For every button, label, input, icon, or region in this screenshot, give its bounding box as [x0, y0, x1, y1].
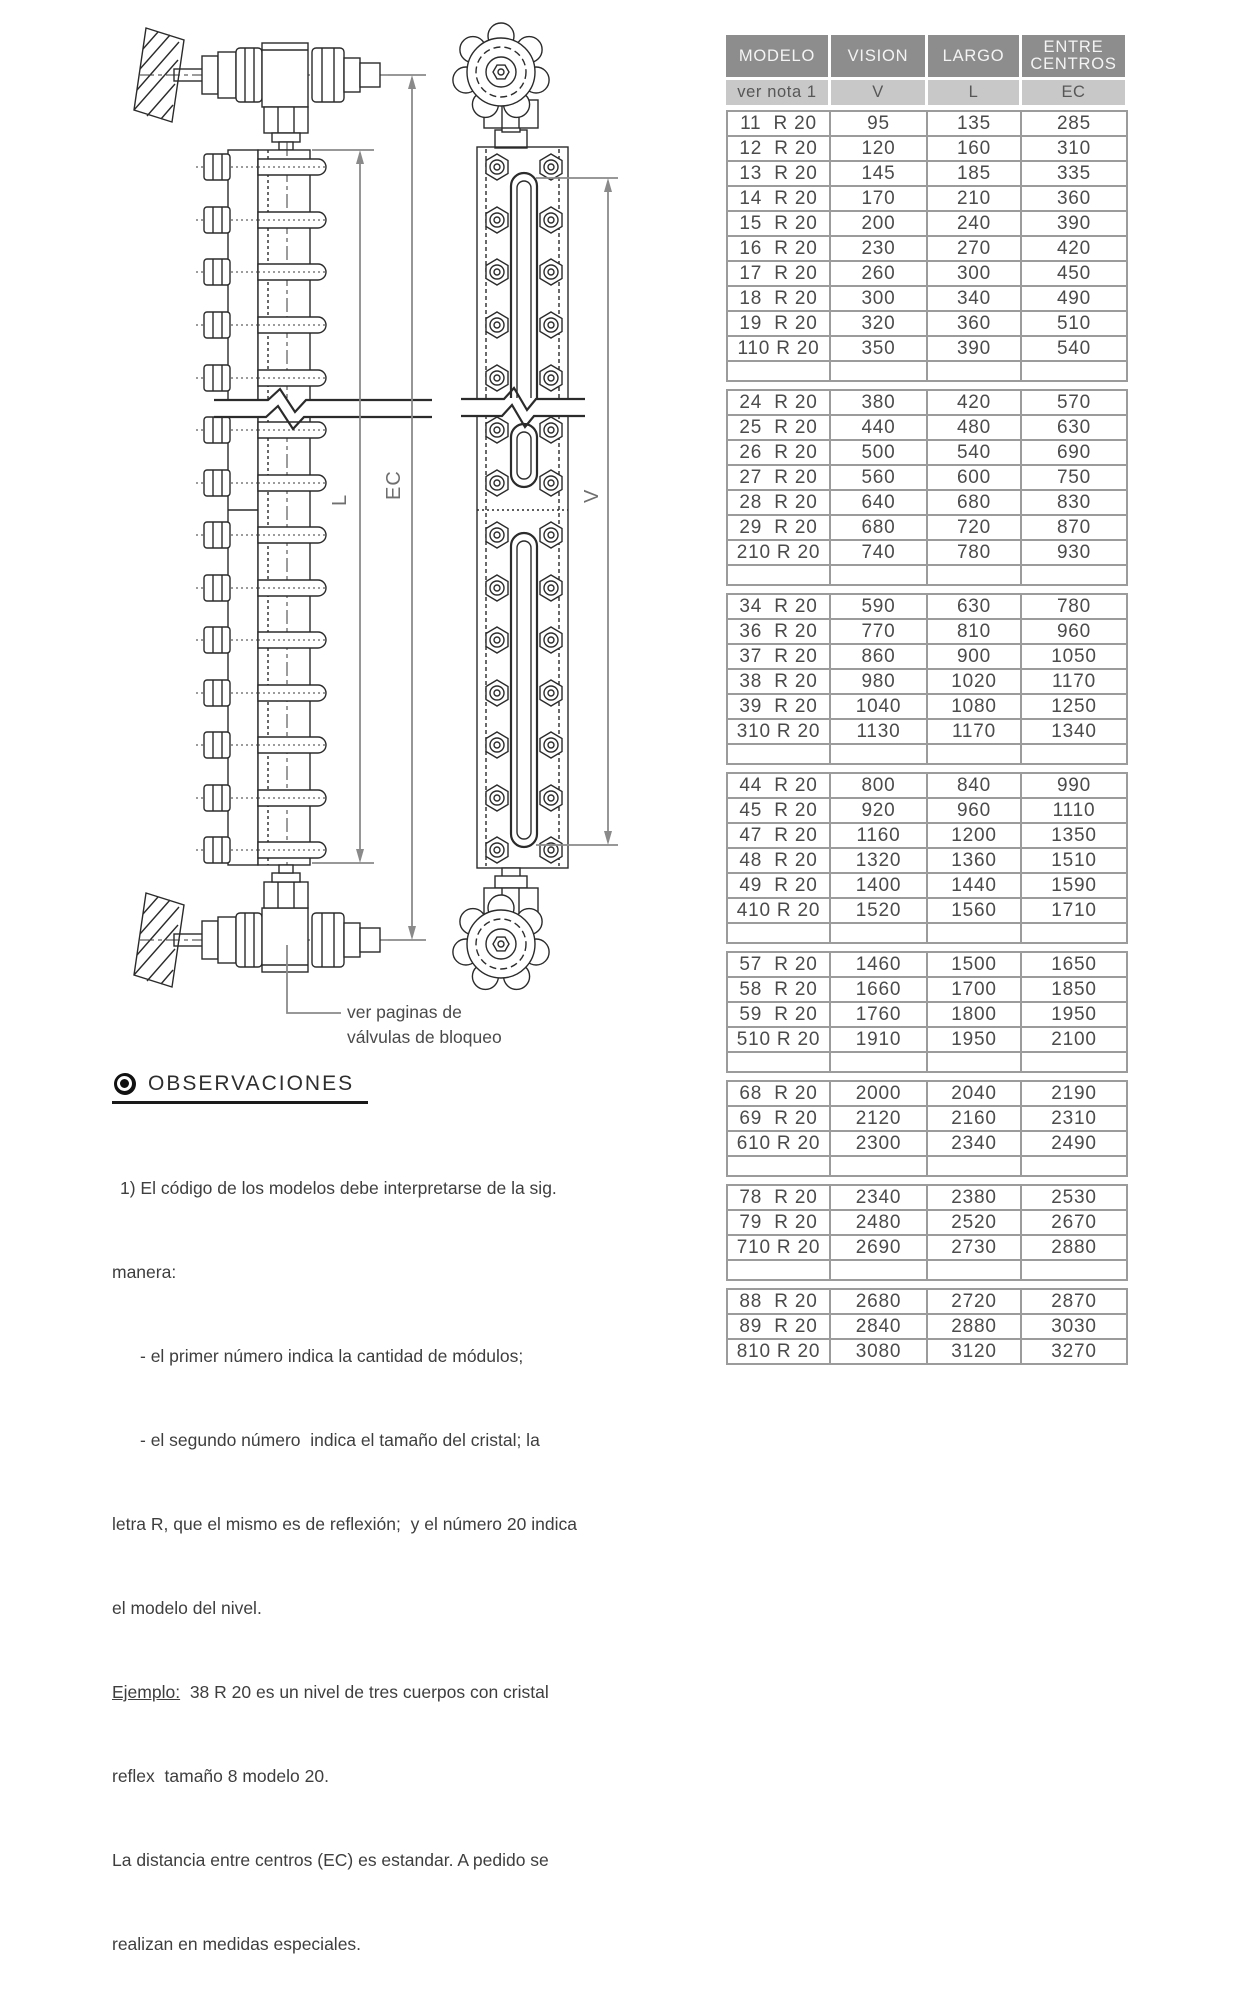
model-cell: 13 R 20: [739, 162, 818, 184]
value-cell: 360: [1020, 187, 1126, 210]
value-cell: 2300: [829, 1132, 926, 1155]
value-cell: 2310: [1020, 1107, 1126, 1130]
value-cell: 1250: [1020, 695, 1126, 718]
note-line: - el primer número indica la cantidad de módulos;: [140, 1346, 524, 1366]
table-row: [728, 1234, 1126, 1259]
model-cell: 28 R 20: [739, 491, 818, 513]
empty-cell: [926, 745, 1020, 763]
table-row: [728, 235, 1126, 260]
model-cell: 610 R 20: [736, 1132, 821, 1154]
table-header: [726, 35, 1128, 77]
value-cell: 3120: [926, 1340, 1020, 1363]
value-cell: 120: [829, 137, 926, 160]
header-entre-centros: ENTRE CENTROS: [1022, 35, 1125, 77]
value-cell: 680: [926, 491, 1020, 514]
table-row: [728, 391, 1126, 414]
value-cell: 1080: [926, 695, 1020, 718]
table-row: [728, 1001, 1126, 1026]
value-cell: 1850: [1020, 978, 1126, 1001]
value-cell: 960: [926, 799, 1020, 822]
value-cell: 750: [1020, 466, 1126, 489]
model-cell: 36 R 20: [739, 620, 818, 642]
model-cell: 37 R 20: [739, 645, 818, 667]
note-line: - el segundo número indica el tamaño del cristal; la: [140, 1430, 540, 1450]
value-cell: 1440: [926, 874, 1020, 897]
caption-line-1: ver paginas de: [347, 1002, 462, 1022]
empty-cell: [926, 1261, 1020, 1279]
model-cell: 710 R 20: [736, 1236, 821, 1258]
table-row: [728, 210, 1126, 235]
value-cell: 310: [1020, 137, 1126, 160]
value-cell: 540: [926, 441, 1020, 464]
value-cell: 1170: [926, 720, 1020, 743]
value-cell: 630: [926, 595, 1020, 618]
table-row: [728, 260, 1126, 285]
value-cell: 740: [829, 541, 926, 564]
model-cell: 39 R 20: [739, 695, 818, 717]
note-line: reflex tamaño 8 modelo 20.: [112, 1766, 329, 1786]
value-cell: 2120: [829, 1107, 926, 1130]
empty-cell: [728, 924, 829, 942]
value-cell: 2190: [1020, 1082, 1126, 1105]
value-cell: 135: [926, 112, 1020, 135]
value-cell: 340: [926, 287, 1020, 310]
observaciones-title-row: [112, 1072, 368, 1104]
table-row: [728, 160, 1126, 185]
model-cell: 44 R 20: [739, 774, 818, 796]
value-cell: 2040: [926, 1082, 1020, 1105]
handwheel-front-bottom: [453, 895, 549, 989]
table-row: [728, 489, 1126, 514]
value-cell: 390: [1020, 212, 1126, 235]
value-cell: 440: [829, 416, 926, 439]
model-cell: 78 R 20: [739, 1186, 818, 1208]
empty-cell: [1020, 1157, 1126, 1175]
value-cell: 810: [926, 620, 1020, 643]
value-cell: 1360: [926, 849, 1020, 872]
header-modelo: MODELO: [726, 35, 828, 77]
value-cell: 720: [926, 516, 1020, 539]
value-cell: 185: [926, 162, 1020, 185]
value-cell: 230: [829, 237, 926, 260]
table-row: [728, 464, 1126, 489]
value-cell: 1160: [829, 824, 926, 847]
level-gauge-drawing: [0, 0, 690, 1060]
value-cell: 800: [829, 774, 926, 797]
model-cell: 16 R 20: [739, 237, 818, 259]
model-cell: 17 R 20: [739, 262, 818, 284]
subheader-v: V: [831, 80, 925, 105]
table-row: [728, 539, 1126, 564]
value-cell: 770: [829, 620, 926, 643]
table-row: [728, 439, 1126, 464]
value-cell: 3080: [829, 1340, 926, 1363]
table-row: [728, 668, 1126, 693]
table-row: [728, 1338, 1126, 1363]
table-row: [728, 643, 1126, 668]
header-vision: VISION: [831, 35, 925, 77]
empty-cell: [728, 566, 829, 584]
note-line: manera:: [112, 1262, 177, 1282]
table-group-6: [726, 1080, 1128, 1177]
value-cell: 95: [829, 112, 926, 135]
empty-cell: [1020, 745, 1126, 763]
model-cell: 11 R 20: [740, 112, 817, 134]
note-line: el modelo del nivel.: [112, 1598, 262, 1618]
table-row: [728, 1082, 1126, 1105]
model-cell: 89 R 20: [739, 1315, 818, 1337]
value-cell: 570: [1020, 391, 1126, 414]
value-cell: 2340: [829, 1186, 926, 1209]
dimension-lines: [312, 75, 618, 940]
table-row: [728, 1313, 1126, 1338]
value-cell: 1710: [1020, 899, 1126, 922]
ejemplo-text: 38 R 20 es un nivel de tres cuerpos con cristal: [180, 1682, 549, 1702]
value-cell: 3270: [1020, 1340, 1126, 1363]
table-row: [728, 1130, 1126, 1155]
value-cell: 2680: [829, 1290, 926, 1313]
table-group-4: [726, 772, 1128, 944]
value-cell: 2160: [926, 1107, 1020, 1130]
bullet-icon: [114, 1073, 136, 1095]
table-row: [728, 1186, 1126, 1209]
empty-cell: [728, 362, 829, 380]
value-cell: 590: [829, 595, 926, 618]
empty-cell: [1020, 566, 1126, 584]
model-cell: 29 R 20: [739, 516, 818, 538]
model-cell: 410 R 20: [736, 899, 821, 921]
header-largo: LARGO: [928, 35, 1019, 77]
separator-row: [728, 564, 1126, 584]
value-cell: 2690: [829, 1236, 926, 1259]
value-cell: 830: [1020, 491, 1126, 514]
subheader-l: L: [928, 80, 1019, 105]
empty-cell: [1020, 362, 1126, 380]
table-row: [728, 185, 1126, 210]
value-cell: 2880: [926, 1315, 1020, 1338]
value-cell: 560: [829, 466, 926, 489]
table-row: [728, 976, 1126, 1001]
separator-row: [728, 922, 1126, 942]
model-cell: 58 R 20: [739, 978, 818, 1000]
value-cell: 1500: [926, 953, 1020, 976]
models-table: [726, 35, 1128, 1372]
value-cell: 1950: [926, 1028, 1020, 1051]
value-cell: 1590: [1020, 874, 1126, 897]
value-cell: 780: [1020, 595, 1126, 618]
model-cell: 88 R 20: [739, 1290, 818, 1312]
value-cell: 320: [829, 312, 926, 335]
dim-label-l: L: [329, 493, 351, 506]
value-cell: 930: [1020, 541, 1126, 564]
model-cell: 26 R 20: [739, 441, 818, 463]
table-group-1: [726, 110, 1128, 382]
value-cell: 1460: [829, 953, 926, 976]
note-line-ejemplo: [112, 1678, 684, 1706]
note-line: letra R, que el mismo es de reflexión; y el número 20 indica: [112, 1514, 577, 1534]
empty-cell: [1020, 924, 1126, 942]
value-cell: 360: [926, 312, 1020, 335]
table-row: [728, 897, 1126, 922]
table-group-2: [726, 389, 1128, 586]
value-cell: 420: [1020, 237, 1126, 260]
value-cell: 860: [829, 645, 926, 668]
empty-cell: [829, 1157, 926, 1175]
table-row: [728, 1026, 1126, 1051]
value-cell: 350: [829, 337, 926, 360]
value-cell: 900: [926, 645, 1020, 668]
value-cell: 1560: [926, 899, 1020, 922]
table-group-7: [726, 1184, 1128, 1281]
separator-row: [728, 360, 1126, 380]
table-group-3: [726, 593, 1128, 765]
value-cell: 240: [926, 212, 1020, 235]
model-cell: 38 R 20: [739, 670, 818, 692]
ejemplo-label: Ejemplo:: [112, 1682, 181, 1702]
table-row: [728, 310, 1126, 335]
value-cell: 2720: [926, 1290, 1020, 1313]
value-cell: 870: [1020, 516, 1126, 539]
model-cell: 19 R 20: [739, 312, 818, 334]
value-cell: 640: [829, 491, 926, 514]
value-cell: 300: [926, 262, 1020, 285]
value-cell: 1050: [1020, 645, 1126, 668]
model-cell: 12 R 20: [739, 137, 818, 159]
table-row: [728, 822, 1126, 847]
value-cell: 630: [1020, 416, 1126, 439]
value-cell: 690: [1020, 441, 1126, 464]
value-cell: 840: [926, 774, 1020, 797]
empty-cell: [926, 566, 1020, 584]
table-row: [728, 1290, 1126, 1313]
value-cell: 420: [926, 391, 1020, 414]
subheader-ec: EC: [1022, 80, 1125, 105]
model-cell: 34 R 20: [739, 595, 818, 617]
value-cell: 300: [829, 287, 926, 310]
observaciones-title: OBSERVACIONES: [148, 1072, 355, 1095]
value-cell: 1040: [829, 695, 926, 718]
value-cell: 980: [829, 670, 926, 693]
value-cell: 210: [926, 187, 1020, 210]
model-cell: 510 R 20: [736, 1028, 821, 1050]
value-cell: 1700: [926, 978, 1020, 1001]
model-cell: 68 R 20: [739, 1082, 818, 1104]
table-row: [728, 953, 1126, 976]
value-cell: 200: [829, 212, 926, 235]
model-cell: 25 R 20: [739, 416, 818, 438]
value-cell: 1400: [829, 874, 926, 897]
separator-row: [728, 1259, 1126, 1279]
value-cell: 510: [1020, 312, 1126, 335]
value-cell: 2530: [1020, 1186, 1126, 1209]
model-cell: 110 R 20: [737, 337, 820, 359]
value-cell: 390: [926, 337, 1020, 360]
value-cell: 2100: [1020, 1028, 1126, 1051]
separator-row: [728, 1155, 1126, 1175]
model-cell: 810 R 20: [736, 1340, 821, 1362]
empty-cell: [926, 362, 1020, 380]
dim-label-v: V: [581, 488, 603, 503]
value-cell: 1170: [1020, 670, 1126, 693]
value-cell: 780: [926, 541, 1020, 564]
table-row: [728, 514, 1126, 539]
value-cell: 145: [829, 162, 926, 185]
observaciones-body: [112, 1118, 684, 2014]
value-cell: 1660: [829, 978, 926, 1001]
table-row: [728, 618, 1126, 643]
table-row: [728, 718, 1126, 743]
value-cell: 920: [829, 799, 926, 822]
value-cell: 2730: [926, 1236, 1020, 1259]
subheader-ver-nota: ver nota 1: [726, 80, 828, 105]
value-cell: 160: [926, 137, 1020, 160]
models-table-body: [726, 110, 1128, 1365]
table-group-5: [726, 951, 1128, 1073]
value-cell: 480: [926, 416, 1020, 439]
value-cell: 1350: [1020, 824, 1126, 847]
model-cell: 45 R 20: [739, 799, 818, 821]
table-row: [728, 335, 1126, 360]
note-line: La distancia entre centros (EC) es estandar. A pedido se: [112, 1850, 549, 1870]
empty-cell: [926, 924, 1020, 942]
empty-cell: [829, 566, 926, 584]
empty-cell: [829, 745, 926, 763]
value-cell: 1520: [829, 899, 926, 922]
value-cell: 2340: [926, 1132, 1020, 1155]
value-cell: 1950: [1020, 1003, 1126, 1026]
value-cell: 335: [1020, 162, 1126, 185]
value-cell: 285: [1020, 112, 1126, 135]
model-cell: 15 R 20: [739, 212, 818, 234]
table-subheader: [726, 80, 1128, 105]
note-line: realizan en medidas especiales.: [112, 1934, 362, 1954]
observaciones-section: [112, 1072, 684, 2014]
table-row: [728, 872, 1126, 897]
table-row: [728, 693, 1126, 718]
table-row: [728, 595, 1126, 618]
separator-row: [728, 743, 1126, 763]
value-cell: 1650: [1020, 953, 1126, 976]
empty-cell: [829, 362, 926, 380]
value-cell: 2840: [829, 1315, 926, 1338]
model-cell: 18 R 20: [739, 287, 818, 309]
value-cell: 2880: [1020, 1236, 1126, 1259]
value-cell: 990: [1020, 774, 1126, 797]
value-cell: 1200: [926, 824, 1020, 847]
value-cell: 3030: [1020, 1315, 1126, 1338]
value-cell: 1510: [1020, 849, 1126, 872]
value-cell: 260: [829, 262, 926, 285]
model-cell: 48 R 20: [739, 849, 818, 871]
model-cell: 14 R 20: [739, 187, 818, 209]
empty-cell: [728, 1157, 829, 1175]
value-cell: 2480: [829, 1211, 926, 1234]
table-row: [728, 112, 1126, 135]
table-row: [728, 797, 1126, 822]
empty-cell: [926, 1053, 1020, 1071]
value-cell: 2870: [1020, 1290, 1126, 1313]
model-cell: 210 R 20: [736, 541, 821, 563]
value-cell: 680: [829, 516, 926, 539]
side-view: [134, 28, 432, 987]
model-cell: 24 R 20: [739, 391, 818, 413]
empty-cell: [829, 1053, 926, 1071]
value-cell: 1110: [1020, 799, 1126, 822]
value-cell: 490: [1020, 287, 1126, 310]
table-row: [728, 1209, 1126, 1234]
empty-cell: [829, 924, 926, 942]
empty-cell: [1020, 1261, 1126, 1279]
empty-cell: [1020, 1053, 1126, 1071]
model-cell: 27 R 20: [739, 466, 818, 488]
model-cell: 57 R 20: [739, 953, 818, 975]
value-cell: 2490: [1020, 1132, 1126, 1155]
value-cell: 170: [829, 187, 926, 210]
value-cell: 1910: [829, 1028, 926, 1051]
empty-cell: [926, 1157, 1020, 1175]
value-cell: 2380: [926, 1186, 1020, 1209]
value-cell: 270: [926, 237, 1020, 260]
model-cell: 79 R 20: [739, 1211, 818, 1233]
value-cell: 2000: [829, 1082, 926, 1105]
value-cell: 960: [1020, 620, 1126, 643]
value-cell: 1020: [926, 670, 1020, 693]
value-cell: 540: [1020, 337, 1126, 360]
empty-cell: [829, 1261, 926, 1279]
value-cell: 380: [829, 391, 926, 414]
value-cell: 1130: [829, 720, 926, 743]
empty-cell: [728, 745, 829, 763]
value-cell: 500: [829, 441, 926, 464]
table-row: [728, 774, 1126, 797]
table-row: [728, 414, 1126, 439]
model-cell: 59 R 20: [739, 1003, 818, 1025]
value-cell: 1800: [926, 1003, 1020, 1026]
dim-label-ec: EC: [383, 470, 405, 500]
value-cell: 2670: [1020, 1211, 1126, 1234]
empty-cell: [728, 1261, 829, 1279]
table-row: [728, 1105, 1126, 1130]
empty-cell: [728, 1053, 829, 1071]
value-cell: 600: [926, 466, 1020, 489]
value-cell: 1340: [1020, 720, 1126, 743]
table-row: [728, 285, 1126, 310]
separator-row: [728, 1051, 1126, 1071]
table-row: [728, 135, 1126, 160]
front-bolts: [486, 154, 562, 863]
table-group-8: [726, 1288, 1128, 1365]
model-cell: 47 R 20: [739, 824, 818, 846]
value-cell: 1320: [829, 849, 926, 872]
table-row: [728, 847, 1126, 872]
note-line: 1) El código de los modelos debe interpretarse de la sig.: [120, 1178, 557, 1198]
value-cell: 1760: [829, 1003, 926, 1026]
model-cell: 69 R 20: [739, 1107, 818, 1129]
value-cell: 2520: [926, 1211, 1020, 1234]
model-cell: 310 R 20: [736, 720, 821, 742]
model-cell: 49 R 20: [739, 874, 818, 896]
caption-line-2: válvulas de bloqueo: [347, 1027, 502, 1047]
value-cell: 450: [1020, 262, 1126, 285]
